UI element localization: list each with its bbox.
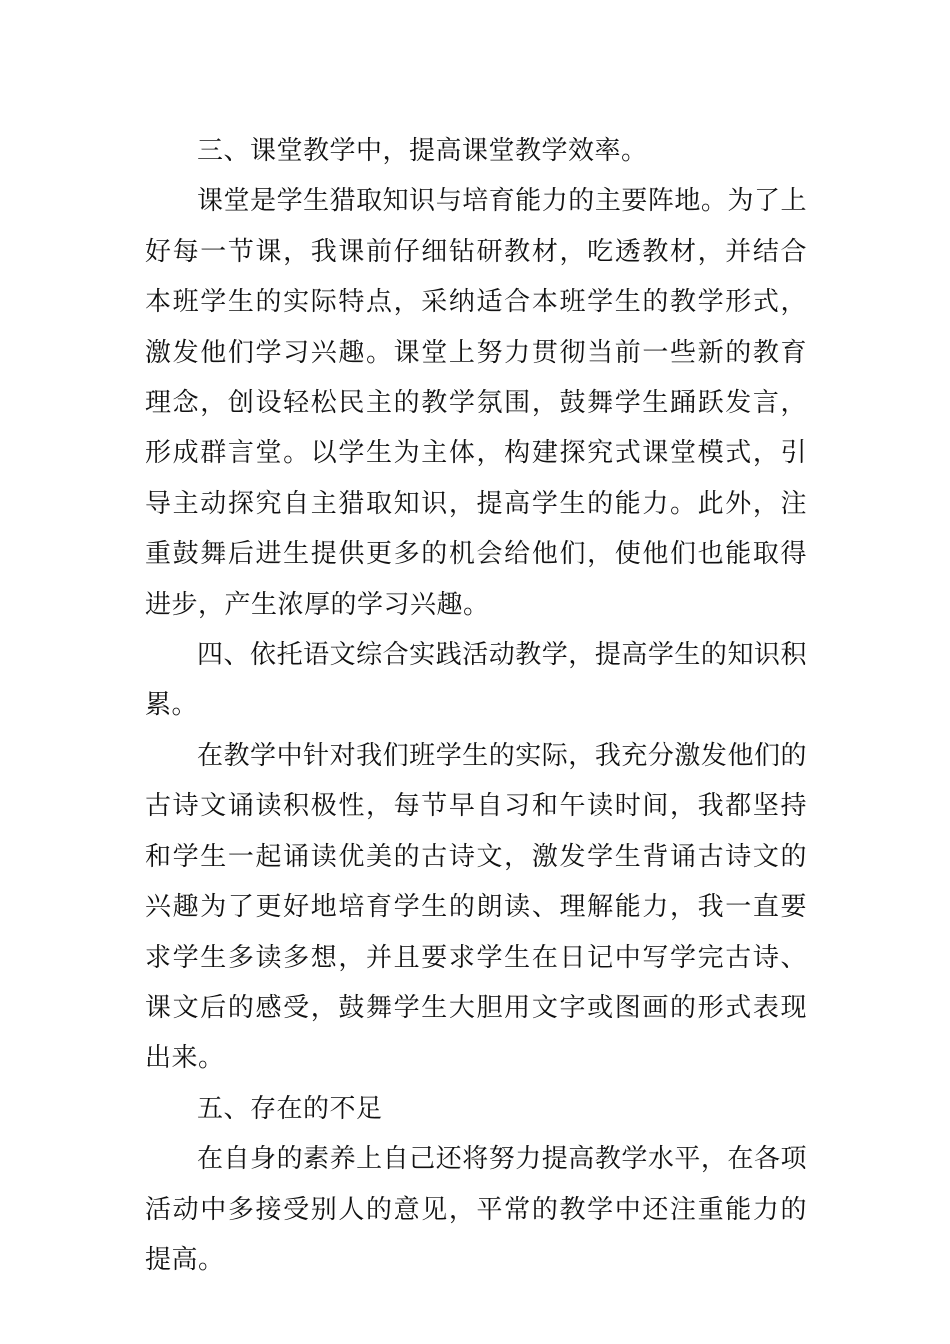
paragraph-shortcomings: 在自身的素养上自己还将努力提高教学水平，在各项活动中多接受别人的意见，平常的教学中还注重能力的提高。 [145, 1144, 807, 1275]
paragraph-poetry: 在教学中针对我们班学生的实际，我充分激发他们的古诗文诵读积极性，每节早自习和午读时间，我都坚持和学生一起诵读优美的古诗文，激发学生背诵古诗文的兴趣为了更好地培育学生的朗读、理解能力，我一直要求学生多读多想，并且要求学生在日记中写学完古诗、课文后的感受，鼓舞学生大胆用文字或图画的形式表现出来。 [145, 740, 807, 1074]
section-heading-3: 三、课堂教学中，提高课堂教学效率。 [197, 136, 648, 166]
document-body [145, 126, 807, 1285]
section-heading-4: 四、依托语文综合实践活动教学，提高学生的知识积累。 [145, 640, 807, 721]
section-heading-5: 五、存在的不足 [197, 1093, 383, 1124]
paragraph-classroom: 课堂是学生猎取知识与培育能力的主要阵地。为了上好每一节课，我课前仔细钻研教材，吃透教材，并结合本班学生的实际特点，采纳适合本班学生的教学形式，激发他们学习兴趣。课堂上努力贯彻当前一些新的教育理念，创设轻松民主的教学氛围，鼓舞学生踊跃发言，形成群言堂。以学生为主体，构建探究式课堂模式，引导主动探究自主猎取知识，提高学生的能力。此外，注重鼓舞后进生提供更多的机会给他们，使他们也能取得进步，产生浓厚的学习兴趣。 [145, 186, 807, 620]
